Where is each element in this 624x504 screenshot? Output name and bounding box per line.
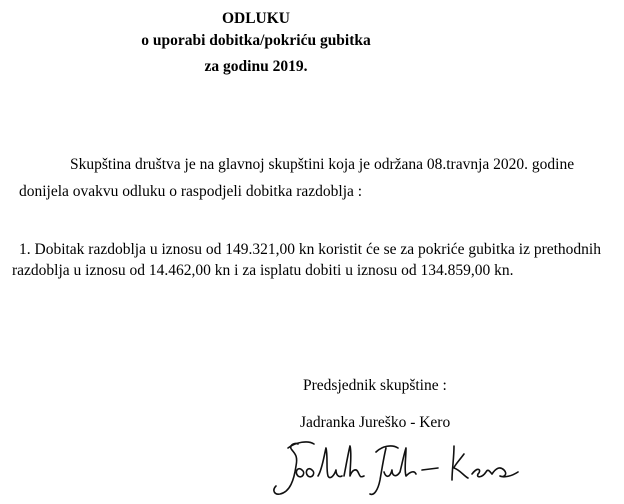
document-subtitle: o uporabi dobitka/pokriću gubitka bbox=[141, 32, 371, 49]
intro-line-1: Skupština društva je na glavnoj skupštini koja je održana 08.travnja 2020. godine bbox=[70, 156, 575, 173]
decision-item-line-2: razdoblja u iznosu od 14.462,00 kn i za isplatu dobiti u iznosu od 134.859,00 kn. bbox=[12, 262, 514, 279]
signatory-name: Jadranka Jureško - Kero bbox=[300, 414, 451, 431]
document-title: ODLUKU bbox=[221, 10, 291, 27]
signatory-title: Predsjednik skupštine : bbox=[303, 377, 447, 394]
intro-line-2: donijela ovakvu odluku o raspodjeli dobitka razdoblja : bbox=[19, 183, 363, 200]
decision-item-line-1: 1. Dobitak razdoblja u iznosu od 149.321,00 kn koristit će se za pokriće gubitka iz prethodnih bbox=[19, 241, 601, 258]
document-year: za godinu 2019. bbox=[204, 58, 308, 75]
handwritten-signature bbox=[268, 436, 530, 498]
